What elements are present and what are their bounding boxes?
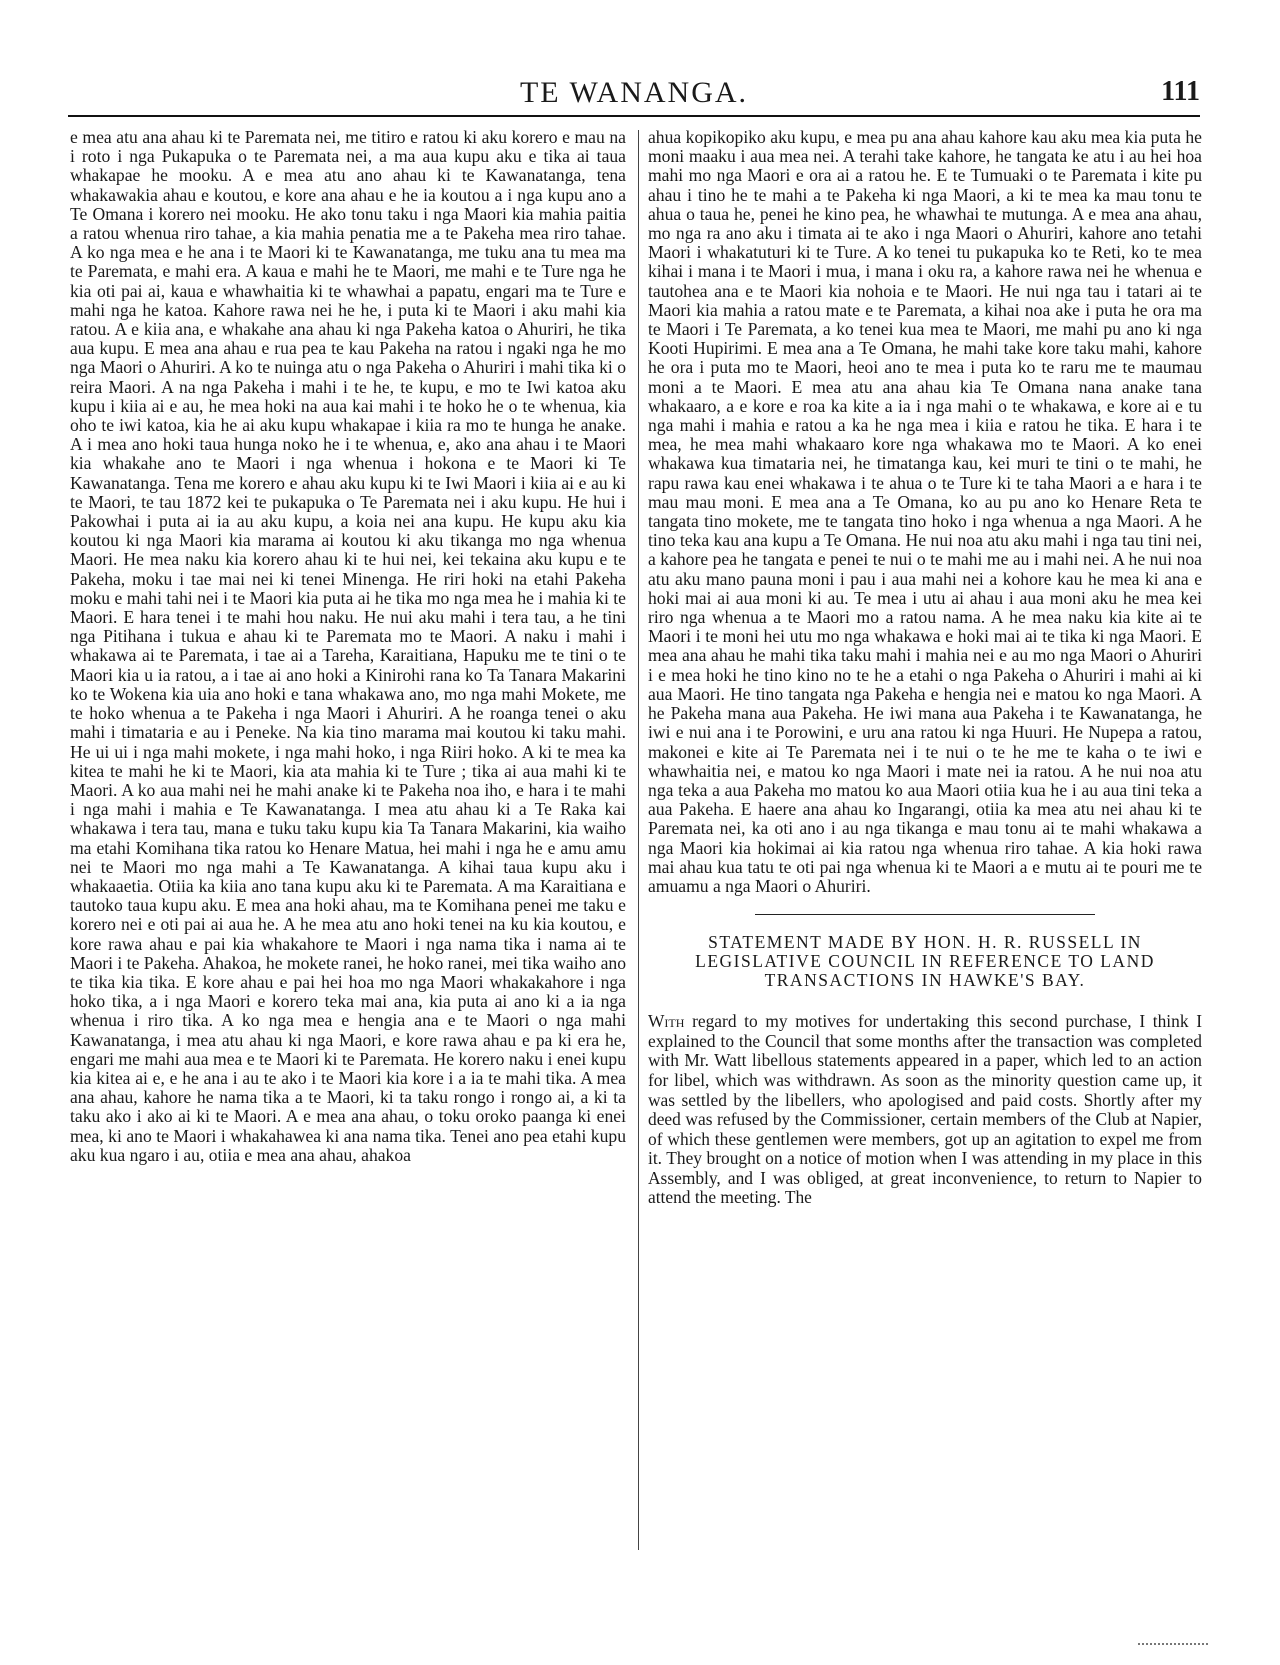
left-column — [70, 128, 626, 1165]
statement-heading: STATEMENT MADE BY HON. H. R. RUSSELL IN LEGISLATIVE COUNCIL IN REFERENCE TO LAND TRANSACTIONS IN HAWKE'S BAY. — [695, 932, 1155, 991]
bottom-edge-mark — [1138, 1643, 1208, 1645]
section-divider — [755, 914, 1095, 915]
statement-lead-word: With — [648, 1011, 685, 1032]
statement-text: regard to my motives for undertaking this second purchase, I think I explained to the Council that some months after the transaction was completed with Mr. Watt libellous statements appeared in a paper, which led to an action for libel, which was withdrawn. As soon as the minority question came up, it was settled by the libellers, who apologised and paid costs. Shortly after my deed was refused by the Commissioner, certain members of the Club at Napier, of which these gentlemen were members, got up an agitation to expel me from it. They brought on a notice of motion when I was attending in my place in this Assembly, and I was obliged, at great inconvenience, to return to Napier to attend the meeting. The — [648, 1011, 1202, 1208]
statement-body — [648, 1012, 1202, 1208]
page-header — [68, 74, 1200, 114]
column-divider — [638, 130, 639, 1550]
page-number: 111 — [1161, 76, 1200, 107]
header-rule — [68, 115, 1200, 117]
publication-title: TE WANANGA. — [519, 76, 749, 109]
left-column-text: e mea atu ana ahau ki te Paremata nei, me titiro e ratou ki aku korero e mau na i roto i nga Pukapuka o te Paremata nei, a ma aua kupu aku e tika ai taua whakapae he mooku. A e mea atu ano ahau ki te Kawanatanga, tena whakawakia ahau e koutou, e kore ana ahau e he ia koutou a i nga kupu ano a Te Omana i korero nei mooku. He ako tonu taku i nga Maori kia mahia paitia a ratou whenua riro tahae, a kia mahia penatia me a te Pakeha mea riro tahae. A ko nga mea e he ana i te Maori ki te Kawanatanga, me tuku ana tu mea ma te Paremata, e mahi era. A kaua e mahi he te Maori, me mahi e te Ture nga he kia oti pai ai, kaua e whawhaitia ki te whawhai a papatu, engari ma te Ture e mahi nga he katoa. Kahore rawa nei he he, i puta ki te Maori i aku mahi kia ratou. A e kiia ana, e whakahe ana ahau ki nga Pakeha katoa o Ahuriri, he tika aua kupu. E mea ana ahau e rua pea te kau Pakeha na ratou i ngaki nga he mo nga Maori o Ahuriri. A ko te nuinga atu o nga Pakeha o Ahuriri i mahi tika ki o reira Maori. A na nga Pakeha i mahi i te he, te kupu, e mo te Iwi katoa aku kupu i kiia ai e au, he mea hoki na aua kai mahi i te hoko he o te whenua, kia oho te iwi katoa, kia he ai aku kupu whakapae i kiia ra mo te hunga he anake. A i mea ano hoki taua hunga noko he i te whenua, e, ako ana ahau i te Maori kia whakahe ano te Maori i nga whenua i hokona e te Maori ki Te Kawanatanga. Tena me korero e ahau aku kupu ki te Iwi Maori i kiia ai e au ki te Maori, te tau 1872 kei te pukapuka o Te Paremata nei i aku kupu. He hui i Pakowhai i puta ai ia au aku kupu, a koia nei ana kupu. He kupu aku kia koutou ki nga Maori kia marama ai koutou ki aku tikanga mo nga whenua Maori. He mea naku kia korero ahau ki te hui nei, kei tekaina aku kupu e te Pakeha, moku i tae mai nei ki tenei Minenga. He riri hoki na etahi Pakeha moku e mahi tahi nei i te Maori kia puta ai he tika mo nga mea he i mahia ki te Maori. E hara tenei i te mahi hou naku. He nui aku mahi i tera tau, a he tini nga Pitihana i tukua e ahau ki te Paremata mo te Maori. A naku i mahi i whakawa ai te Paremata, i tae ai a Tareha, Karaitiana, Hapuku me te tini o te Maori kia u ia ratou, a i tae ai ano hoki a Kinirohi rana ko Ta Tanara Makarini ko te Wokena kia uia ano hoki e tana whakawa ano, mo nga mahi Mokete, me te hoko whenua a te Pakeha i nga Maori i Ahuriri. A he roanga tenei o aku mahi i timataria e au i Peneke. Na kia tino marama mai koutou ki taku mahi. He ui ui i nga mahi mokete, i nga mahi hoko, i nga Riiri hoko. A ki te mea ka kitea te mahi he ki te Maori, kia ata mahia ki te Ture ; tika ai aua mahi ki te Maori. A ko aua mahi nei he mahi anake ki te Pakeha noa iho, e hara i te mahi i nga mahi i mahia e Te Kawanatanga. I mea atu ahau ki a Te Raka kai whakawa i tera tau, mana e tuku taku kupu kia Ta Tanara Makarini, kia waiho ma etahi Komihana tika ratou ko Henare Matua, hei mahi i nga he e amu amu nei te Maori mo nga mahi a Te Kawanatanga. A kihai taua kupu aku i whakaaetia. Otiia ka kiia ano tana kupu aku ki te Paremata. A ma Karaitiana e tautoko taua kupu aku. E mea ana hoki ahau, ma te Komihana penei me taku e korero nei e oti pai ai aua he. A he mea atu ano hoki tenei na ku kia koutou, e kore rawa ahau e pai kia whakahore te Maori i nga nama tika i nama ai te Maori i te Pakeha. Ahakoa, he mokete ranei, he hoko ranei, mei tika waiho ano te tika kia tika. E kore ahau e pai hei hoa mo nga Maori whakakahore i nga hoko tika, a i nga Maori e korero teka mai ana, kia puta ai ano ki a ia nga whenua i riro tika. A ko nga mea e hengia ana e te Maori o nga mahi Kawanatanga, i mea atu ahau ki nga Maori, e kore rawa ahau e pa ki era he, engari me mahi aua mea e te Maori ki te Paremata. He korero naku i enei kupu kia kitea ai e, e he ana i au te ako i te Maori kia kore i a ia te mahi tika. A mea ana ahau, kahore he nama tika a te Maori, ki ta taku rongo i rongo ai, a ki ta taku ako i ako ai ki te Maori. A e mea ana ahau, o toku oroko paanga ki enei mea, ki ano te Maori i whakahawea ki ana nama tika. Tenei ano pea etahi kupu aku kua ngaro i au, otiia e mea ana ahau, ahakoa — [70, 127, 626, 1165]
right-column — [648, 128, 1202, 1208]
right-column-maori-text: ahua kopikopiko aku kupu, e mea pu ana ahau kahore kau aku mea kia puta he moni maaku i aua mea nei. A terahi take kahore, he tangata ke atu i au hei hoa mahi mo nga Maori e ora ai a ratou he. E te Tumuaki o te Paremata i kite pu ahau i tino he te mahi a te Pakeha ki nga Maori, a ki te mea ka mau tonu te ahua o taua he, penei he kino pea, he whawhai te mutunga. A e mea ana ahau, mo nga ra ano aku i timata ai te ako i nga Maori o Ahuriri, kahore ano tetahi Maori i whakatuturi ki te Ture. A ko tenei tu pukapuka ko te Reti, ko te mea kihai i mana i te Maori i mua, i mana i oku ra, a kahore rawa nei he whenua e tautohea ana e te Maori kia nohoia e te Maori. He nui nga tau i tatari ai te Maori kia mahia a ratou mate e te Paremata, a kihai noa ake i puta he ora ma te Maori i Te Paremata, a ko tenei kua mea te Maori, me mahi pu ano ki nga Kooti Hupirimi. E mea ana a Te Omana, he mahi take kore taku mahi, kahore he ora i puta mo te Maori, heoi ano te mea i puta ko te raru me te maumau moni a te Maori. E mea atu ana ahau kia Te Omana nana anake tana whakaaro, a e kore e roa ka kite a ia i nga mahi o te whakawa, e kore ai e tu nga mahi i mahia e ratou a ka he nga mea i kiia e ratou he tika. E hara i te mea, he mea mahi whakaaro kore nga whakawa mo te Maori. A ko enei whakawa kua timataria nei, he timatanga kau, kei muri te tini o te mahi, he rapu rawa kau enei whakawa i te ahua o te Ture ki te taha Maori a e hara i te mau mau moni. E mea ana a Te Omana, ko au pu ano ko Henare Reta te tangata tino mokete, me te tangata tino hoko i nga whenua a nga Maori. A he tino teka kau ana kupu a Te Omana. He nui noa atu aku mahi i nga tau tini nei, a kahore pea he tangata e penei te nui o te mahi me au i mahi nei. A he nui noa atu aku mano pauna moni i pau i aua mahi nei a kohore kau he mea ki ana e hoki mai ai aua moni ki au. Te mea i utu ai ahau i aua moni aku he mea kei riro nga whenua a te Maori mo a ratou nama. A he mea naku kia kite ai te Maori i te moni hei utu mo nga whakawa e hoki mai ai te tika ki nga Maori. E mea ana ahau he mahi tika taku mahi i mahia nei e au mo nga Maori o Ahuriri i e mea hoki he tino kino no te he a etahi o nga Pakeha o Ahuriri i mahi ai ki aua Maori. He tino tangata nga Pakeha e hengia nei e matou ko nga Maori. A he Pakeha mana aua Pakeha. He iwi mana aua Pakeha i te Kawanatanga, he iwi e nui ana i te Porowini, e uru ana ratou ki nga Huuri. He Nupepa a ratou, makonei e kite ai Te Paremata nei i te nui o te he me te kaha o te iwi e whawhaitia nei, e matou ko nga Maori i mate nei ia ratou. A he nui noa atu nga teka a aua Pakeha mo matou ko aua Maori otiia kua he i au aua tini teka a aua Pakeha. E haere ana ahau ko Ingarangi, otiia ka mea atu nei ahau ki te Paremata nei, ka oti ano i au nga tikanga e mau tonu ai te mahi whakawa a nga Maori kia hokimai ai kia ratou nga whenua riro tahae. A kia hoki rawa mai ahau kua tatu te oti pai nga whenua ki te Maori a e mutu ai te pouri me te amuamu a nga Maori o Ahuriri. — [648, 127, 1202, 896]
